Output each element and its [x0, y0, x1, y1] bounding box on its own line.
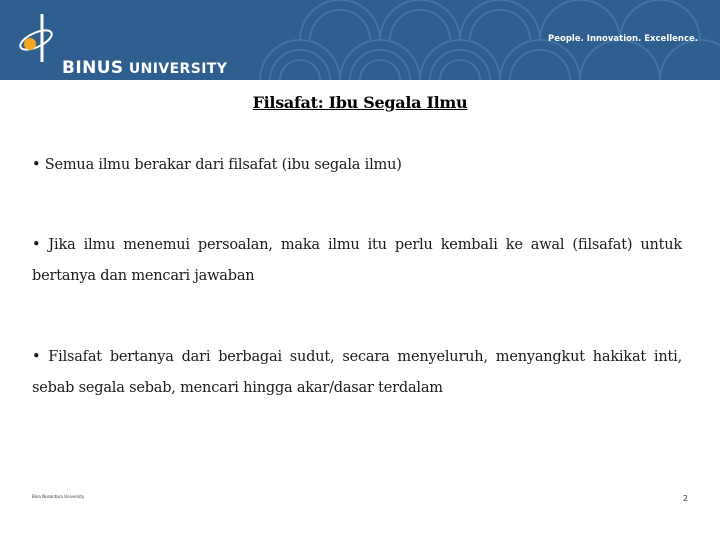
brand-name	[62, 58, 227, 78]
page-number: 2	[682, 494, 688, 503]
slide-header	[0, 0, 720, 80]
tagline: People. Innovation. Excellence.	[548, 34, 698, 44]
bullet-item: • Filsafat bertanya dari berbagai sudut, secara menyeluruh, menyangkut hakikat inti, sebab segala sebab, mencari hingga akar/dasar terdalam	[32, 349, 682, 396]
binus-logo	[12, 10, 228, 78]
logo-emblem-icon	[12, 10, 62, 70]
slide-title: Filsafat: Ibu Segala Ilmu	[252, 93, 468, 112]
footer-copyright: Bina Nusantara University	[32, 494, 85, 499]
brand-binus: BINUS	[62, 58, 124, 78]
bullet-item: • Jika ilmu menemui persoalan, maka ilmu itu perlu kembali ke awal (filsafat) untuk bertanya dan mencari jawaban	[32, 237, 682, 284]
bullet-item: • Semua ilmu berakar dari filsafat (ibu segala ilmu)	[32, 157, 402, 173]
brand-university: UNIVERSITY	[128, 61, 228, 77]
